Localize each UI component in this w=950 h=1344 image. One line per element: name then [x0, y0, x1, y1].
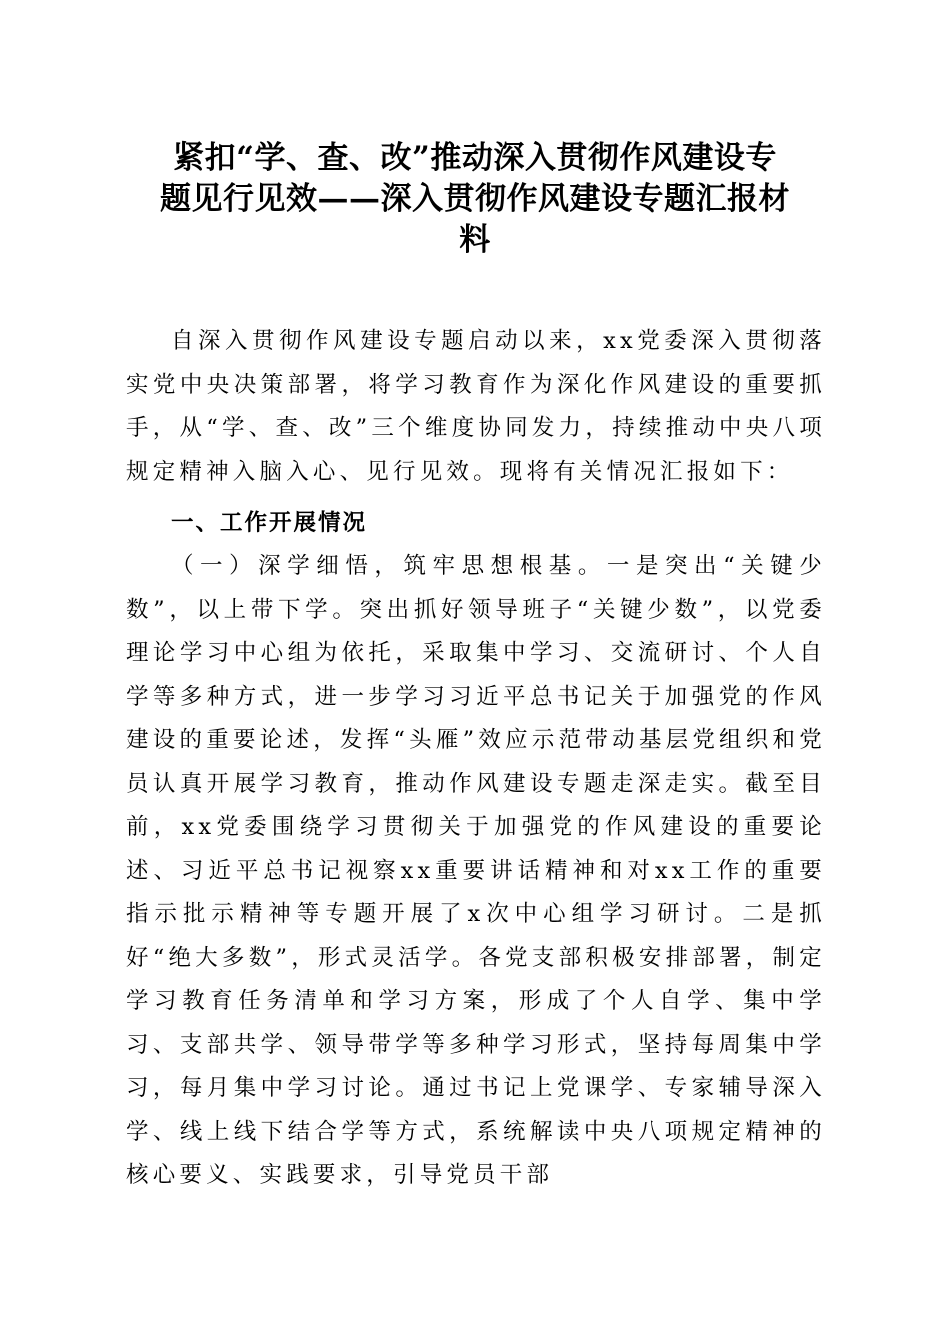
intro-paragraph: 自深入贯彻作风建设专题启动以来，xx党委深入贯彻落实党中央决策部署，将学习教育作为深化作风建设的重要抓手，从“学、查、改”三个维度协同发力，持续推动中央八项规定精神入脑入心、见行见效。现将有关情况汇报如下：: [126, 328, 826, 485]
title-line-1: 紧扣“学、查、改”推动深入贯彻作风建设专: [173, 140, 777, 176]
section-paragraph: （一）深学细悟，筑牢思想根基。一是突出“关键少数”，以上带下学。突出抓好领导班子“关键少数”，以党委理论学习中心组为依托，采取集中学习、交流研讨、个人自学等多种方式，进一步学习习近平总书记关于加强党的作风建设的重要论述，发挥“头雁”效应示范带动基层党组织和党员认真开展学习教育，推动作风建设专题走深走实。截至目前，xx党委围绕学习贯彻关于加强党的作风建设的重要论述、习近平总书记视察xx重要讲话精神和对xx工作的重要指示批示精神等专题开展了x次中心组学习研讨。二是抓好“绝大多数”，形式灵活学。各党支部积极安排部署，制定学习教育任务清单和学习方案，形成了个人自学、集中学习、支部共学、领导带学等多种学习形式，坚持每周集中学习，每月集中学习讨论。通过书记上党课学、专家辅导深入学、线上线下结合学等方式，系统解读中央八项规定精神的核心要义、实践要求，引导党员干部: [126, 553, 826, 1188]
section-heading-work-progress: 一、工作开展情况: [171, 510, 368, 536]
title-line-3: 料: [459, 222, 491, 258]
document-title: [110, 138, 840, 261]
title-line-2: 题见行见效——深入贯彻作风建设专题汇报材: [160, 181, 790, 217]
